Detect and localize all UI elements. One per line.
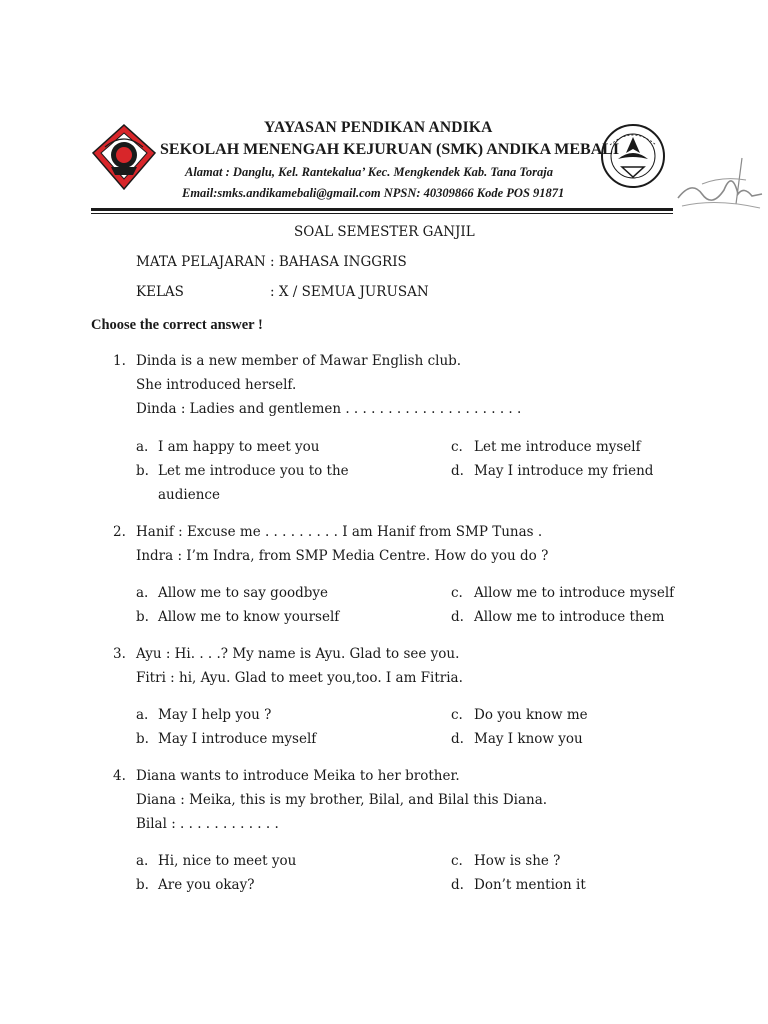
subject-label: MATA PELAJARAN — [136, 254, 266, 270]
signature — [672, 150, 767, 216]
school-name: SEKOLAH MENENGAH KEJURUAN (SMK) ANDIKA MEBALI — [160, 141, 620, 158]
option-text: Allow me to introduce myself — [474, 585, 675, 601]
question-line: Fitri : hi, Ayu. Glad to meet you,too. I am Fitria. — [136, 670, 463, 686]
option-letter: c. — [451, 853, 463, 869]
option-letter: d. — [451, 463, 464, 479]
class-label: KELAS — [136, 284, 184, 300]
question-number: 2. — [113, 524, 126, 540]
subject-value: : BAHASA INGGRIS — [270, 254, 407, 270]
option-text: Hi, nice to meet you — [158, 853, 297, 869]
header-divider — [91, 208, 673, 211]
school-logo — [91, 123, 157, 191]
school-address: Alamat : Danglu, Kel. Rantekalua’ Kec. Mengkendek Kab. Tana Toraja — [185, 165, 553, 179]
option-text: How is she ? — [474, 853, 561, 869]
question-line: Dinda is a new member of Mawar English club. — [136, 353, 462, 369]
question-line: She introduced herself. — [136, 377, 297, 393]
question-line: Diana wants to introduce Meika to her brother. — [136, 768, 460, 784]
exam-title: SOAL SEMESTER GANJIL — [294, 224, 475, 240]
school-contact: Email:smks.andikamebali@gmail.com NPSN: 40309866 Kode POS 91871 — [182, 186, 565, 200]
question-number: 1. — [113, 353, 126, 369]
option-text: Allow me to say goodbye — [158, 585, 328, 601]
question-number: 3. — [113, 646, 126, 662]
question-line: Dinda : Ladies and gentlemen . . . . . . . . . . . . . . . . . . . . . — [136, 401, 522, 417]
instruction: Choose the correct answer ! — [91, 317, 263, 333]
option-letter: b. — [136, 463, 149, 479]
option-letter: b. — [136, 731, 149, 747]
option-text: Are you okay? — [158, 877, 255, 893]
option-text: May I help you ? — [158, 707, 272, 723]
question-number: 4. — [113, 768, 126, 784]
option-letter: b. — [136, 877, 149, 893]
option-text: May I introduce my friend — [474, 463, 654, 479]
option-letter: a. — [136, 853, 149, 869]
option-text: Do you know me — [474, 707, 588, 723]
option-letter: c. — [451, 439, 463, 455]
option-text: Let me introduce myself — [474, 439, 641, 455]
question-line: Indra : I’m Indra, from SMP Media Centre. How do you do ? — [136, 548, 549, 564]
option-letter: a. — [136, 585, 149, 601]
option-letter: d. — [451, 731, 464, 747]
option-letter: d. — [451, 609, 464, 625]
question-line: Diana : Meika, this is my brother, Bilal, and Bilal this Diana. — [136, 792, 548, 808]
question-line: Ayu : Hi. . . .? My name is Ayu. Glad to see you. — [136, 646, 460, 662]
option-text: Don’t mention it — [474, 877, 586, 893]
option-text: Let me introduce you to the — [158, 463, 349, 479]
foundation-name: YAYASAN PENDIKAN ANDIKA — [264, 119, 493, 136]
option-text-continued: audience — [158, 487, 220, 503]
option-letter: c. — [451, 585, 463, 601]
option-letter: b. — [136, 609, 149, 625]
question-line: Bilal : . . . . . . . . . . . . — [136, 816, 279, 832]
option-text: Allow me to introduce them — [474, 609, 665, 625]
option-text: Allow me to know yourself — [158, 609, 340, 625]
option-text: May I introduce myself — [158, 731, 317, 747]
option-letter: d. — [451, 877, 464, 893]
option-text: I am happy to meet you — [158, 439, 320, 455]
option-letter: c. — [451, 707, 463, 723]
option-text: May I know you — [474, 731, 583, 747]
option-letter: a. — [136, 439, 149, 455]
question-line: Hanif : Excuse me . . . . . . . . . I am Hanif from SMP Tunas . — [136, 524, 543, 540]
header-divider-thin — [91, 213, 673, 214]
class-value: : X / SEMUA JURUSAN — [270, 284, 429, 300]
option-letter: a. — [136, 707, 149, 723]
